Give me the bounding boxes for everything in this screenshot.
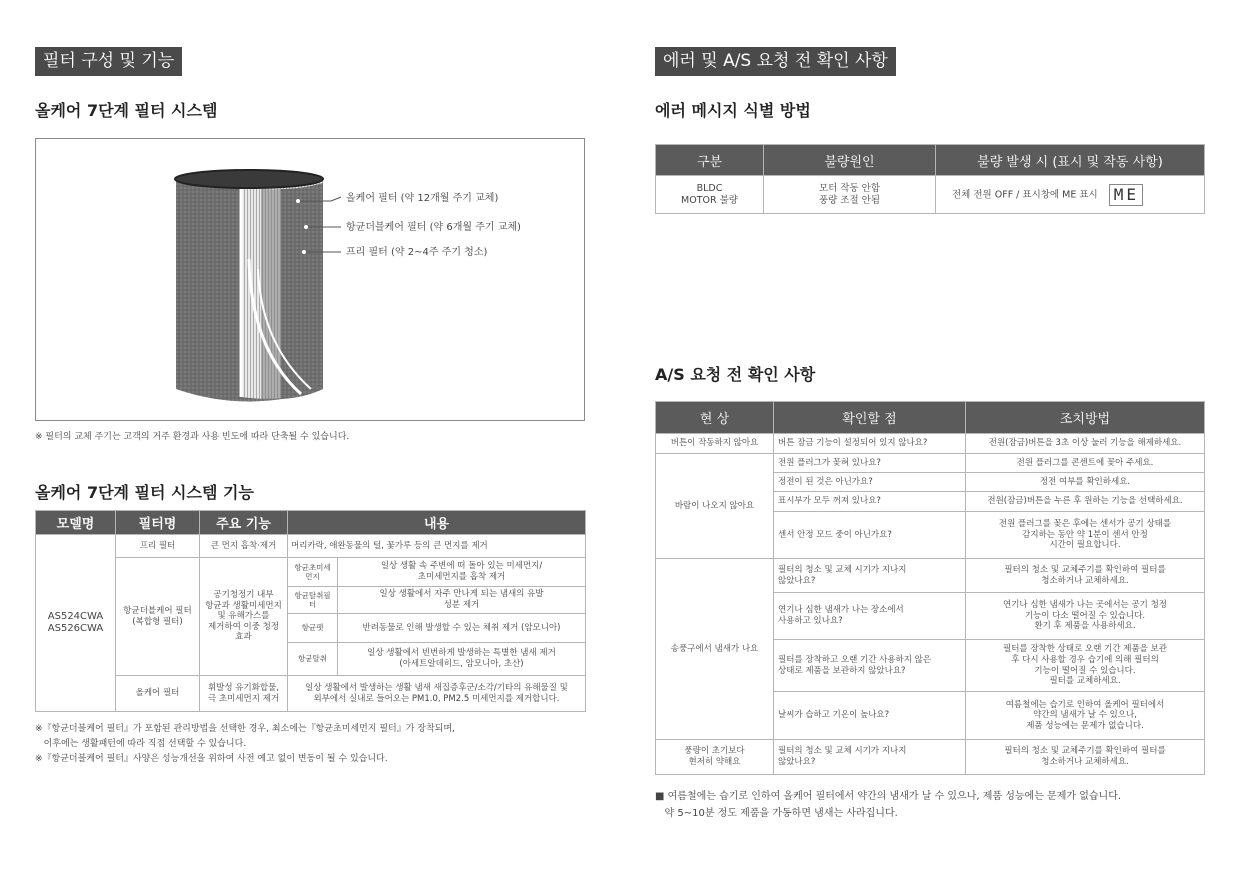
figure-label-antibac: 항균더블케어 필터 (약 6개월 주기 교체) [346, 222, 521, 233]
symptom-3: 송풍구에서 냄새가 나요 [656, 559, 774, 740]
check-2-2: 정전이 된 것은 아닌가요? [774, 473, 966, 492]
th-model: 모델명 [36, 511, 116, 535]
prefilter-content: 머리카락, 애완동물의 털, 꽃가루 등의 큰 먼지를 제거 [288, 535, 586, 558]
antibac-sub-2: 항균탈취필터 [288, 587, 338, 614]
check-2-4: 센서 안정 모드 중이 아닌가요? [774, 512, 966, 559]
action-3-2: 연기나 심한 냄새가 나는 곳에서는 공기 청정 기능이 다소 떨어질 수 있습니다. 환기 후 제품을 사용하세요. [966, 593, 1205, 640]
allcare-content: 일상 생활에서 발생하는 생활 냄새 새집증후군/소각/기타의 유해물질 및 외부에서 실내로 들어오는 PM1.0, PM2.5 미세먼지를 제거합니다. [288, 676, 586, 712]
section-tab-error: 에러 및 A/S 요청 전 확인 사항 [655, 47, 896, 76]
filter-figure [35, 138, 585, 421]
heading-error-message: 에러 메시지 식별 방법 [655, 101, 811, 120]
antibac-func: 공기청정기 내부 항균과 생활미세먼지 및 유해가스를 제거하여 이중 청정 효과 [200, 558, 288, 676]
th-display: 불량 발생 시 (표시 및 작동 사항) [936, 145, 1205, 176]
antibac-content-2: 일상 생활에서 자주 만나게 되는 냄새의 유발 성분 제거 [338, 587, 586, 614]
segment-display-icon [1109, 184, 1143, 206]
error-display-text: 전체 전원 OFF / 표시창에 ME 표시 [952, 189, 1098, 200]
th-action: 조치방법 [966, 402, 1205, 434]
th-symptom: 현 상 [656, 402, 774, 434]
bottom-note-2: 약 5~10분 정도 제품을 가동하면 냄새는 사라집니다. [655, 808, 898, 819]
allcare-func: 휘발성 유기화합물, 극 초미세먼지 제거 [200, 676, 288, 712]
error-table [655, 144, 1205, 214]
as-check-table [655, 401, 1205, 775]
error-code: ME [1113, 184, 1139, 204]
check-2-3: 표시부가 모두 꺼져 있나요? [774, 492, 966, 512]
footnote-2: 이후에는 생활패턴에 따라 직접 선택할 수 있습니다. [35, 739, 247, 749]
footnote-3: ※『항균더블케어 필터』사양은 성능개선을 위하여 사전 예고 없이 변동이 될 수 있습니다. [35, 754, 388, 764]
filter-function-table [35, 510, 586, 712]
th-function: 주요 기능 [200, 511, 288, 535]
check-2-1: 전원 플러그가 꽂혀 있나요? [774, 454, 966, 473]
action-3-3: 필터를 장착한 상태로 오랜 기간 제품을 보관 후 다시 사용할 경우 습기에 의해 필터의 기능이 떨어질 수 있습니다. 필터를 교체하세요. [966, 640, 1205, 692]
symptom-2: 바람이 나오지 않아요 [656, 454, 774, 559]
action-3-1: 필터의 청소 및 교체주기를 확인하여 필터를 청소하거나 교체하세요. [966, 559, 1205, 593]
check-4-1: 필터의 청소 및 교체 시기가 지나지 않았나요? [774, 740, 966, 775]
action-1-1: 전원(잠금)버튼을 3초 이상 눌러 기능을 해제하세요. [966, 434, 1205, 454]
error-cause: 모터 작동 안함 풍량 조절 안됨 [764, 176, 936, 214]
footnote-1: ※『항균더블케어 필터』가 포함된 관리방법을 선택한 경우, 최소에는『항균초미세먼지 필터』가 장착되며, [35, 724, 455, 734]
action-3-4: 여름철에는 습기로 인하여 올케어 필터에서 약간의 냄새가 날 수 있으나, 제품 성능에는 문제가 없습니다. [966, 692, 1205, 740]
antibac-sub-1: 항균초미세먼지 [288, 558, 338, 587]
th-content: 내용 [288, 511, 586, 535]
antibac-content-3: 반려동물로 인해 발생할 수 있는 체취 제거 (암모니아) [338, 614, 586, 643]
th-cause: 불량원인 [764, 145, 936, 176]
check-3-4: 날씨가 습하고 기온이 높나요? [774, 692, 966, 740]
error-display-cell [936, 176, 1205, 214]
antibac-content-1: 일상 생활 속 주변에 떠 돌아 있는 미세먼지/ 초미세먼지를 흡착 제거 [338, 558, 586, 587]
figure-label-allcare: 올케어 필터 (약 12개월 주기 교체) [346, 193, 499, 204]
check-3-2: 연기나 심한 냄새가 나는 장소에서 사용하고 있나요? [774, 593, 966, 640]
antibac-sub-4: 항균탈취 [288, 643, 338, 676]
th-type: 구분 [656, 145, 764, 176]
action-2-2: 정전 여부를 확인하세요. [966, 473, 1205, 492]
prefilter-name: 프리 필터 [116, 535, 200, 558]
action-2-1: 전원 플러그를 콘센트에 꽂아 주세요. [966, 454, 1205, 473]
action-2-3: 전원(잠금)버튼을 누른 후 원하는 기능을 선택하세요. [966, 492, 1205, 512]
th-filter: 필터명 [116, 511, 200, 535]
antibac-name: 항균더블케어 필터 (복합형 필터) [116, 558, 200, 676]
heading-filter-function: 올케어 7단계 필터 시스템 기능 [35, 483, 254, 502]
check-3-3: 필터를 장착하고 오랜 기간 사용하지 않은 상태로 제품을 보관하지 않았나요? [774, 640, 966, 692]
check-1-1: 버튼 잠금 기능이 설정되어 있지 않나요? [774, 434, 966, 454]
prefilter-func: 큰 먼지 흡착·제거 [200, 535, 288, 558]
heading-filter-system: 올케어 7단계 필터 시스템 [35, 101, 218, 120]
symptom-1: 버튼이 작동하지 않아요 [656, 434, 774, 454]
error-type: BLDC MOTOR 불량 [656, 176, 764, 214]
model-cell: AS524CWA AS526CWA [36, 535, 116, 712]
figure-note: ※ 필터의 교체 주기는 고객의 거주 환경과 사용 빈도에 따라 단축될 수 있습니다. [35, 432, 350, 442]
th-check: 확인할 점 [774, 402, 966, 434]
action-2-4: 전원 플러그를 꽂은 후에는 센서가 공기 상태를 감지하는 동안 약 1분이 센서 안정 시간이 필요합니다. [966, 512, 1205, 559]
symptom-4: 풍량이 초기보다 현저히 약해요 [656, 740, 774, 775]
allcare-name: 올케어 필터 [116, 676, 200, 712]
filter-illustration [36, 139, 584, 420]
bottom-note-1: ■ 여름철에는 습기로 인하여 올케어 필터에서 약간의 냄새가 날 수 있으나, 제품 성능에는 문제가 없습니다. [655, 791, 1122, 802]
heading-as-check: A/S 요청 전 확인 사항 [655, 365, 816, 384]
figure-label-prefilter: 프리 필터 (약 2~4주 주기 청소) [346, 247, 488, 258]
antibac-content-4: 일상 생활에서 빈번하게 발생하는 특별한 냄새 제거 (아세트알데히드, 암모니아, 초산) [338, 643, 586, 676]
antibac-sub-3: 항균펫 [288, 614, 338, 643]
action-4-1: 필터의 청소 및 교체주기를 확인하여 필터를 청소하거나 교체하세요. [966, 740, 1205, 775]
check-3-1: 필터의 청소 및 교체 시기가 지나지 않았나요? [774, 559, 966, 593]
section-tab-filter: 필터 구성 및 기능 [35, 47, 182, 76]
